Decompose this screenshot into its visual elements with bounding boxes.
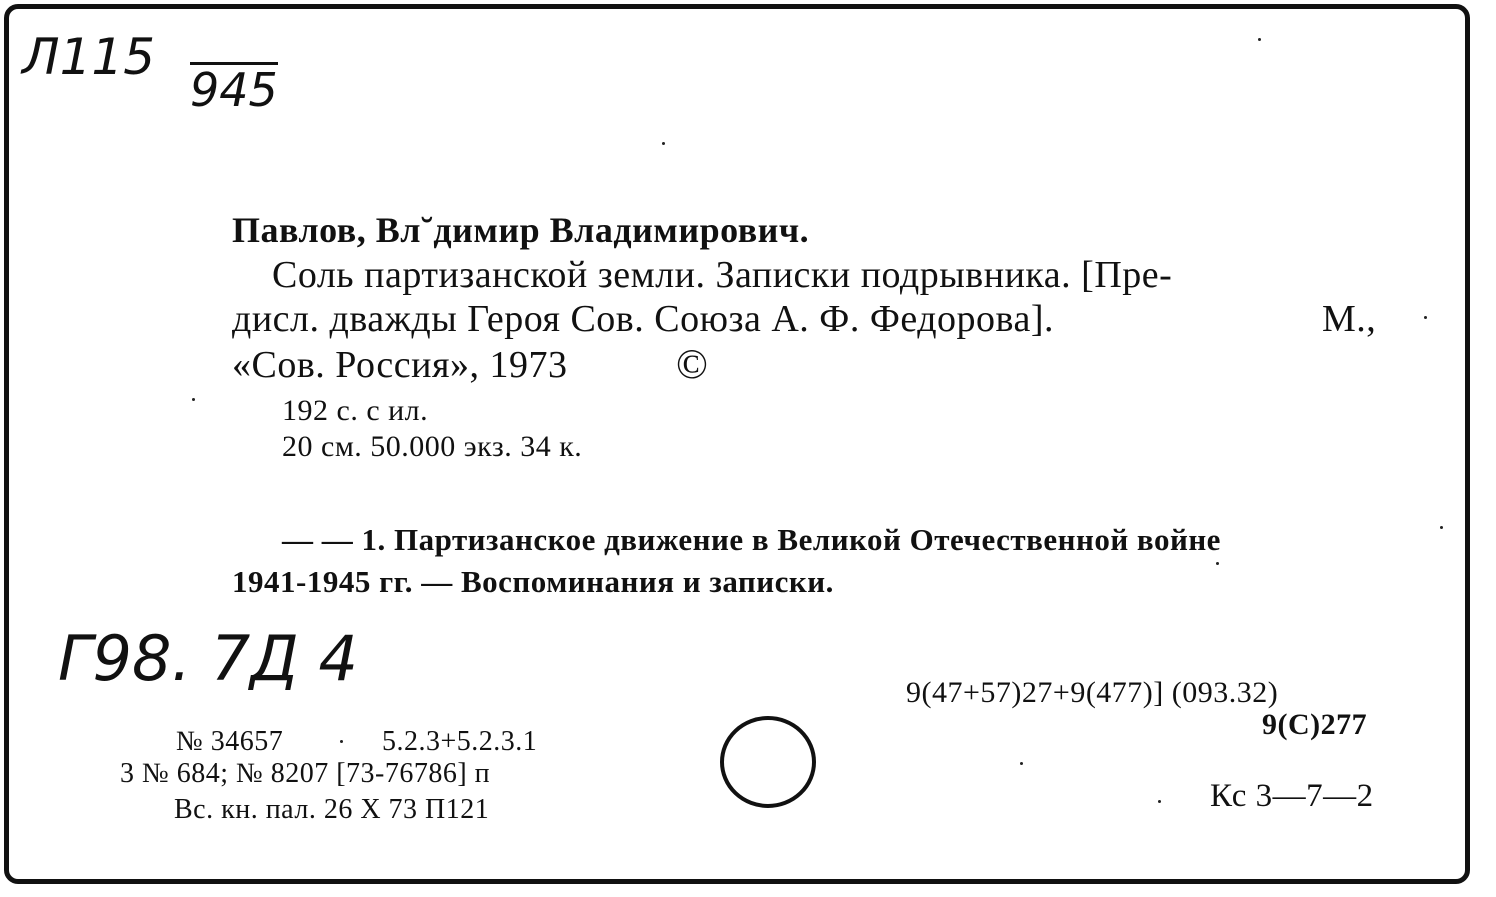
- subject-line-1: — — 1. Партизанское движение в Великой Отечественной войне: [282, 522, 1221, 557]
- scan-speck: [192, 398, 195, 401]
- imprint-number: № 34657: [176, 726, 284, 757]
- punch-hole-circle: [716, 712, 820, 812]
- scan-speck: [1424, 316, 1427, 319]
- title-line-3: «Сов. Россия», 1973: [232, 344, 568, 386]
- handwritten-code: Л115: [22, 28, 156, 86]
- udc-code: 9(47+57)27+9(477)] (093.32): [906, 676, 1279, 709]
- scan-speck: [1216, 562, 1219, 565]
- kc-code: Кс 3—7—2: [1210, 778, 1374, 814]
- size-print-run: 20 см. 50.000 экз. 34 к.: [282, 430, 583, 463]
- scan-speck: [1258, 38, 1261, 41]
- subject-line-2: 1941-1945 гг. — Воспоминания и записки.: [232, 564, 834, 599]
- scan-speck: [662, 142, 665, 145]
- pages-info: 192 с. с ил.: [282, 394, 429, 427]
- imprint-line-2: 3 № 684; № 8207 [73-76786] п: [120, 758, 491, 789]
- scan-speck: [1020, 762, 1023, 765]
- bbk-code: 9(С)277: [1262, 708, 1368, 741]
- title-line-2: дисл. дважды Героя Сов. Союза А. Ф. Федорова].: [232, 298, 1055, 340]
- scan-speck: [1158, 800, 1161, 803]
- publication-place: М.,: [1322, 298, 1377, 340]
- handwritten-shelf-mark: Г98. 7Д 4: [58, 622, 358, 695]
- scan-speck: [340, 740, 343, 743]
- scan-speck: [1440, 526, 1443, 529]
- author-heading: Павлов, Вл˘димир Владимирович.: [232, 210, 810, 250]
- imprint-line-3: Вс. кн. пал. 26 Х 73 П121: [174, 794, 490, 825]
- title-line-1: Соль партизанской земли. Записки подрывника. [Пре-: [272, 254, 1173, 296]
- handwritten-number: 945: [190, 63, 278, 117]
- copyright-symbol: ©: [676, 342, 709, 388]
- imprint-codes: 5.2.3+5.2.3.1: [382, 726, 538, 757]
